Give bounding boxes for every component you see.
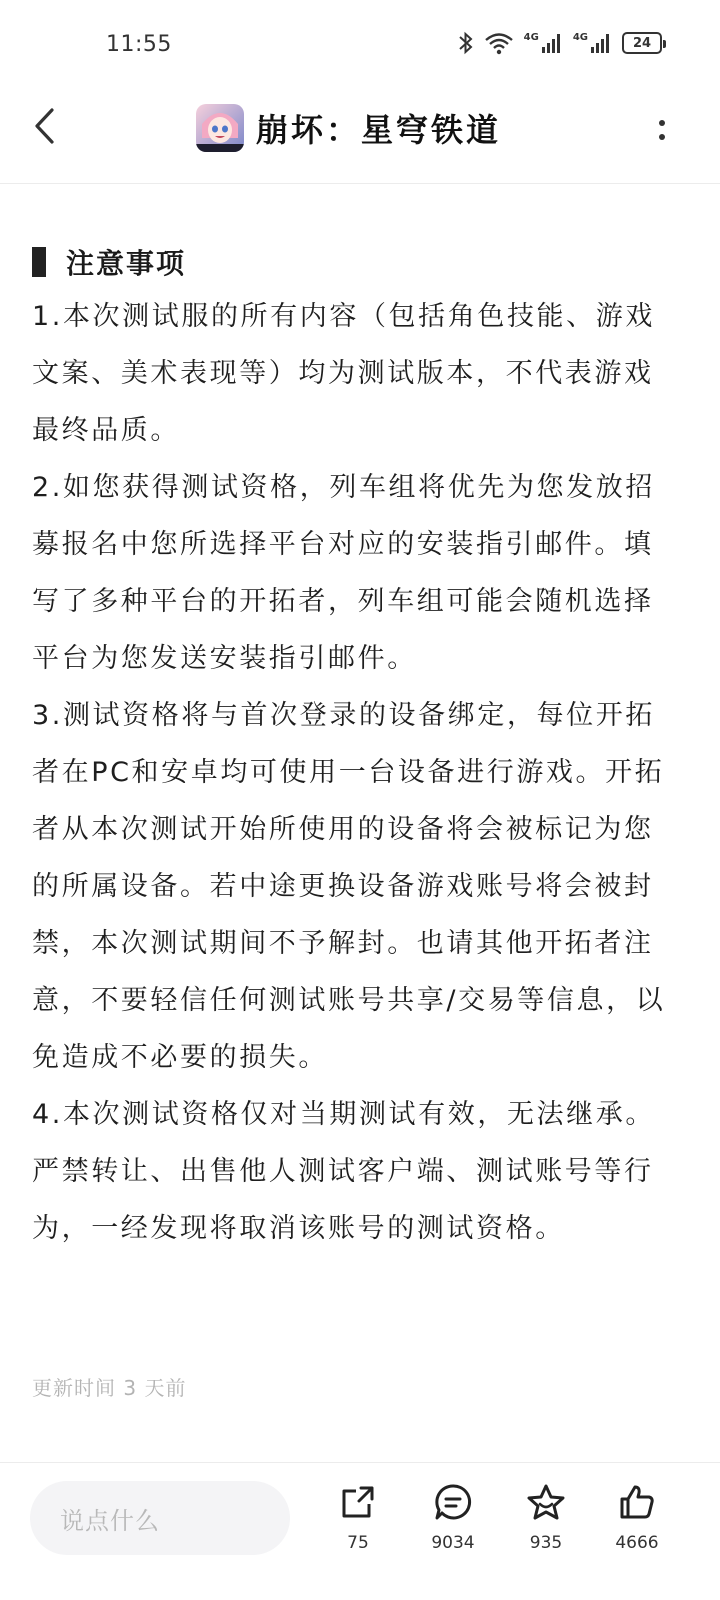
- more-dots-icon: [659, 120, 665, 126]
- heading-marker: [32, 247, 46, 277]
- notice-paragraph-2: 2.如您获得测试资格，列车组将优先为您发放招募报名中您所选择平台对应的安装指引邮件。填写了多种平台的开拓者，列车组可能会随机选择平台为您发送安装指引邮件。: [32, 472, 655, 674]
- comment-icon: [434, 1483, 472, 1521]
- share-icon: [339, 1483, 377, 1521]
- comment-count: 9034: [431, 1533, 475, 1553]
- page-title-group: [196, 100, 501, 156]
- battery-indicator: 24: [622, 32, 662, 54]
- more-options-button[interactable]: [650, 110, 674, 150]
- share-button[interactable]: [313, 1483, 403, 1553]
- share-count: 75: [347, 1533, 369, 1553]
- notice-paragraph-4: 4.本次测试资格仅对当期测试有效，无法继承。严禁转让、出售他人测试客户端、测试账号等行为，一经发现将取消该账号的测试资格。: [32, 1099, 655, 1244]
- chevron-left-icon: [32, 107, 56, 145]
- status-bar: [0, 0, 720, 80]
- cellular-signal-icon-2: [573, 32, 612, 54]
- article-body: [32, 236, 682, 1257]
- cellular-signal-icon: [524, 32, 563, 54]
- favorite-count: 935: [529, 1533, 563, 1553]
- notice-paragraph-3: 3.测试资格将与首次登录的设备绑定，每位开拓者在PC和安卓均可使用一台设备进行游戏。开拓者从本次测试开始所使用的设备将会被标记为您的所属设备。若中途更换设备游戏账号将会被封禁，本次测试期间不予解封。也请其他开拓者注意，不要轻信任何测试账号共享/交易等信息，以免造成不必要的损失。: [32, 700, 666, 1073]
- notice-paragraph-1: 1.本次测试服的所有内容（包括角色技能、游戏文案、美术表现等）均为测试版本，不代表游戏最终品质。: [32, 301, 655, 446]
- like-button[interactable]: [592, 1483, 682, 1553]
- section-heading-text: 注意事项: [66, 247, 187, 280]
- page-title: 崩坏：星穹铁道: [256, 111, 502, 149]
- comment-button[interactable]: [408, 1483, 498, 1553]
- star-icon: [526, 1483, 566, 1521]
- favorite-button[interactable]: [501, 1483, 591, 1553]
- comment-input[interactable]: 说点什么: [30, 1481, 290, 1555]
- back-button[interactable]: [22, 102, 66, 150]
- network-type-label-2: 4G: [572, 32, 588, 43]
- game-avatar: [196, 104, 244, 152]
- status-time: 11:55: [106, 32, 172, 57]
- top-app-bar: [0, 80, 720, 184]
- bottom-action-bar: [0, 1462, 720, 1600]
- like-count: 4666: [615, 1533, 659, 1553]
- bluetooth-icon: [458, 30, 474, 56]
- update-time: 更新时间 3 天前: [32, 1376, 187, 1400]
- thumbs-up-icon: [618, 1483, 656, 1521]
- wifi-icon: [484, 31, 514, 55]
- status-icons: [458, 28, 662, 58]
- network-type-label: 4G: [523, 32, 539, 43]
- section-heading: [32, 236, 682, 288]
